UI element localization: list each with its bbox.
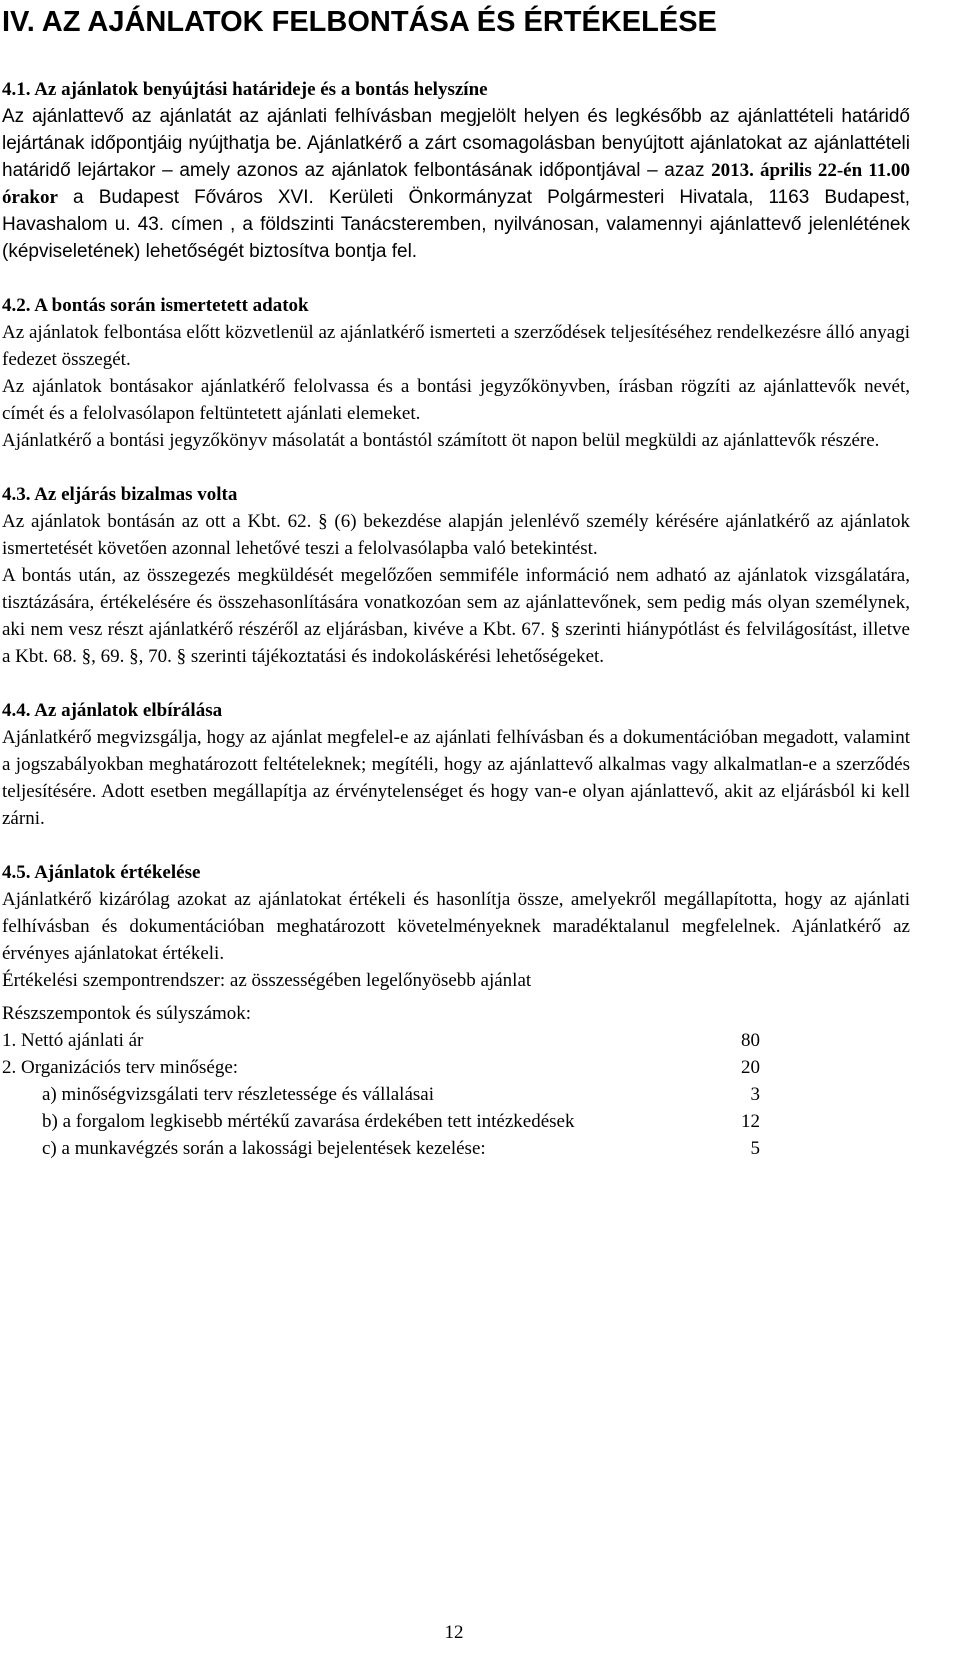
criteria-weight: 5	[750, 1138, 760, 1159]
section-4-4	[2, 697, 910, 832]
evaluation-criterion: Értékelési szempontrendszer: az összességében legelőnyösebb ajánlat	[2, 970, 532, 991]
criteria-label: c) a munkavégzés során a lakossági bejelentések kezelése:	[42, 1138, 486, 1159]
criteria-list	[2, 1027, 910, 1162]
criteria-label: 2. Organizációs terv minősége:	[2, 1057, 239, 1078]
criteria-label: b) a forgalom legkisebb mértékű zavarása érdekében tett intézkedések	[42, 1111, 575, 1132]
section-heading-4-5: 4.5. Ajánlatok értékelése	[2, 862, 201, 883]
criteria-row	[2, 1027, 910, 1054]
criteria-weight: 12	[741, 1111, 760, 1132]
criteria-weight: 3	[750, 1084, 760, 1105]
section-4-2	[2, 292, 910, 454]
chapter-title: IV. AZ AJÁNLATOK FELBONTÁSA ÉS ÉRTÉKELÉSE	[2, 6, 717, 38]
section-4-4-paragraph-1: Ajánlatkérő megvizsgálja, hogy az ajánlat megfelel-e az ajánlati felhívásban és a dokumentációban megadott, valamint a jogszabályokban meghatározott feltételeknek; megítéli, hogy az ajánlattevő alkalmas vagy alkalmatlan-e a szerződés teljesítésére. Adott esetben megállapítja az érvénytelenséget és hogy van-e olyan ajánlattevő, akit az eljárásból ki kell zárni.	[2, 727, 910, 829]
section-4-3-paragraph-2: A bontás után, az összegezés megküldését megelőzően semmiféle információ nem adható az ajánlatok vizsgálatára, tisztázására, értékelésére és összehasonlítására vonatkozóan sem az ajánlattevőnek, sem pedig más olyan személynek, aki nem vesz részt ajánlatkérő részéről az eljárásban, kivéve a Kbt. 67. § szerinti hiánypótlást és felvilágosítást, illetve a Kbt. 68. §, 69. §, 70. § szerinti tájékoztatási és indokoláskérési lehetőségeket.	[2, 565, 910, 667]
section-4-2-paragraph-2: Az ajánlatok bontásakor ajánlatkérő felolvassa és a bontási jegyzőkönyvben, írásban rögzíti az ajánlattevők nevét, címét és a felolvasólapon feltüntetett ajánlati elemeket.	[2, 376, 910, 424]
paragraph-text: a Budapest Főváros XVI. Kerületi Önkormányzat Polgármesteri Hivatala, 1163 Budapest, Havashalom u. 43. címen , a földszinti Tanácsteremben, nyilvánosan, valamennyi ajánlattevő jelenlétének (képviseletének) lehetőségét biztosítva bontja fel.	[2, 187, 910, 262]
criteria-weight: 20	[741, 1057, 760, 1078]
section-heading-4-2: 4.2. A bontás során ismertetett adatok	[2, 295, 309, 316]
section-4-2-paragraph-1: Az ajánlatok felbontása előtt közvetlenül az ajánlatkérő ismerteti a szerződések teljesítéséhez rendelkezésre álló anyagi fedezet összegét.	[2, 322, 910, 370]
section-heading-4-4: 4.4. Az ajánlatok elbírálása	[2, 700, 223, 721]
paragraph-text: Az ajánlattevő az ajánlatát az ajánlati felhívásban megjelölt helyen és legkésőbb az ajánlattételi határidő lejártának időpontjáig nyújthatja be.	[2, 106, 910, 154]
criteria-row	[2, 1081, 910, 1108]
criteria-row	[2, 1108, 910, 1135]
section-4-5	[2, 859, 910, 1162]
criteria-label: 1. Nettó ajánlati ár	[2, 1030, 144, 1051]
criteria-label: a) minőségvizsgálati terv részletessége és vállalásai	[42, 1084, 434, 1105]
page-number: 12	[444, 1622, 464, 1643]
paragraph-text: Ajánlatkérő a zárt csomagolásban benyújtott ajánlatokat az ajánlattételi határidő lejártakor – amely azonos az ajánlatok felbontásának időpontjával – azaz	[2, 133, 910, 181]
bid-opening-date: 2013. április 22-én 11.00 órakor	[2, 160, 911, 208]
criteria-weight: 80	[741, 1030, 760, 1051]
section-4-2-paragraph-3: Ajánlatkérő a bontási jegyzőkönyv másolatát a bontástól számított öt napon belül megküldi az ajánlattevők részére.	[2, 430, 880, 451]
section-4-3	[2, 481, 910, 670]
section-4-1-paragraph	[2, 103, 910, 265]
section-4-3-paragraph-1: Az ajánlatok bontásán az ott a Kbt. 62. § (6) bekezdése alapján jelenlévő személy kérésére ajánlatkérő az ajánlatok ismertetését követően azonnal lehetővé teszi a felolvasólapba való betekintést.	[2, 511, 910, 559]
criteria-row	[2, 1135, 910, 1162]
section-4-5-paragraph-1: Ajánlatkérő kizárólag azokat az ajánlatokat értékeli és hasonlítja össze, amelyekről megállapította, hogy az ajánlati felhívásban és dokumentációban meghatározott követelményeknek maradéktalanul megfelelnek. Ajánlatkérő az érvényes ajánlatokat értékeli.	[2, 889, 910, 964]
section-heading-4-3: 4.3. Az eljárás bizalmas volta	[2, 484, 238, 505]
criteria-row	[2, 1054, 910, 1081]
section-heading-4-1: 4.1. Az ajánlatok benyújtási határideje és a bontás helyszíne	[2, 79, 488, 100]
criteria-title: Részszempontok és súlyszámok:	[2, 1003, 252, 1024]
